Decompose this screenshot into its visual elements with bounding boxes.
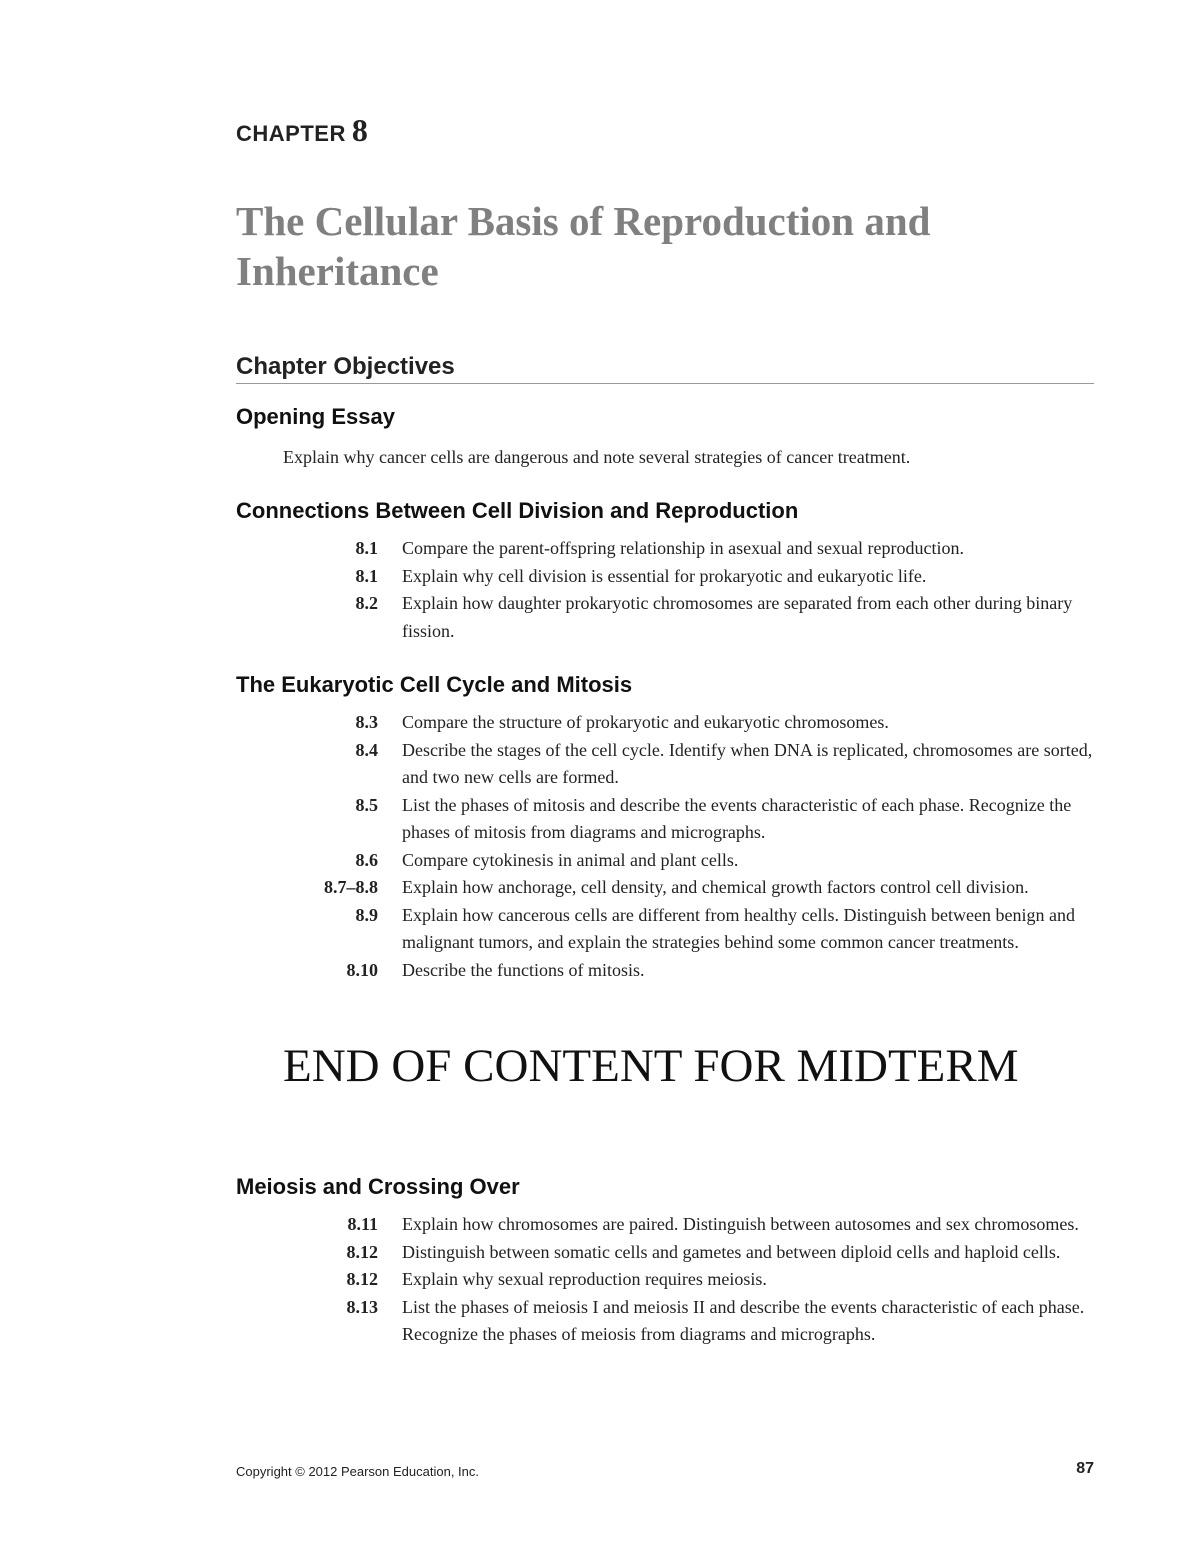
objective-item — [236, 1239, 1106, 1267]
objective-item — [236, 792, 1106, 847]
objective-item — [236, 847, 1106, 875]
objective-text: Describe the functions of mitosis. — [402, 959, 645, 980]
chapter-number: 8 — [351, 112, 368, 148]
objective-list-cell-cycle — [236, 709, 1106, 984]
objective-number: 8.12 — [346, 1241, 378, 1262]
objective-item — [236, 874, 1106, 902]
objective-number: 8.10 — [346, 959, 378, 980]
objective-number: 8.2 — [355, 593, 378, 613]
objective-item — [236, 1266, 1106, 1294]
objective-list-meiosis — [236, 1211, 1106, 1349]
objective-text: Compare cytokinesis in animal and plant cells. — [402, 849, 739, 870]
footer-copyright: Copyright © 2012 Pearson Education, Inc. — [236, 1464, 480, 1479]
objective-text: Explain why cell division is essential for prokaryotic and eukaryotic life. — [402, 565, 927, 586]
objective-text: Distinguish between somatic cells and gametes and between diploid cells and haploid cells. — [402, 1241, 1061, 1262]
opening-essay-text: Explain why cancer cells are dangerous and note several strategies of cancer treatment. — [283, 447, 911, 467]
chapter-word: CHAPTER — [236, 121, 346, 146]
chapter-label — [236, 112, 368, 149]
objective-text: Compare the parent-offspring relationship in asexual and sexual reproduction. — [402, 538, 964, 558]
objective-number: 8.5 — [355, 794, 378, 815]
chapter-title: The Cellular Basis of Reproduction and Inheritance — [236, 198, 931, 294]
objective-text: Compare the structure of prokaryotic and eukaryotic chromosomes. — [402, 712, 889, 732]
objective-number: 8.1 — [355, 565, 378, 586]
midterm-note: END OF CONTENT FOR MIDTERM — [283, 1040, 1019, 1092]
objective-number: 8.4 — [355, 739, 378, 760]
objectives-heading: Chapter Objectives — [236, 352, 1094, 384]
objective-number: 8.13 — [346, 1296, 378, 1317]
objective-item — [236, 535, 1106, 563]
objective-list-connections — [236, 535, 1106, 645]
page-number: 87 — [1076, 1460, 1094, 1477]
objective-item — [236, 709, 1106, 737]
objective-text: Explain how cancerous cells are different from healthy cells. Distinguish between benign and malignant tumors, and explain the strategies behind some common cancer treatments. — [402, 904, 1075, 952]
objective-item — [236, 563, 1106, 591]
section-heading-connections: Connections Between Cell Division and Reproduction — [236, 498, 799, 523]
objective-item — [236, 737, 1106, 792]
section-heading-opening-essay: Opening Essay — [236, 404, 395, 429]
objective-number: 8.12 — [346, 1269, 378, 1289]
objective-item — [236, 902, 1106, 957]
objective-number: 8.11 — [347, 1214, 378, 1234]
objective-number: 8.7–8.8 — [324, 877, 378, 897]
objective-text: List the phases of meiosis I and meiosis II and describe the events characteristic of each phase. Recognize the phases of meiosis from diagrams and micrographs. — [402, 1296, 1085, 1344]
objective-item — [236, 1211, 1106, 1239]
objective-text: Describe the stages of the cell cycle. Identify when DNA is replicated, chromosomes are sorted, and two new cells are formed. — [402, 739, 1093, 787]
objective-item — [236, 1294, 1106, 1349]
objective-number: 8.9 — [355, 904, 378, 925]
section-heading-cell-cycle: The Eukaryotic Cell Cycle and Mitosis — [236, 672, 633, 697]
objective-number: 8.6 — [355, 849, 378, 870]
objective-text: Explain how daughter prokaryotic chromosomes are separated from each other during binary fission. — [402, 593, 1073, 641]
objective-text: Explain why sexual reproduction requires meiosis. — [402, 1269, 767, 1289]
objective-text: Explain how anchorage, cell density, and chemical growth factors control cell division. — [402, 877, 1029, 897]
objective-text: Explain how chromosomes are paired. Distinguish between autosomes and sex chromosomes. — [402, 1214, 1079, 1234]
section-heading-meiosis: Meiosis and Crossing Over — [236, 1174, 520, 1199]
objective-text: List the phases of mitosis and describe the events characteristic of each phase. Recognize the phases of mitosis from diagrams and micrographs. — [402, 794, 1072, 842]
objective-number: 8.3 — [355, 712, 378, 732]
objective-item — [236, 957, 1106, 985]
objective-number: 8.1 — [355, 538, 378, 558]
objective-item — [236, 590, 1106, 645]
